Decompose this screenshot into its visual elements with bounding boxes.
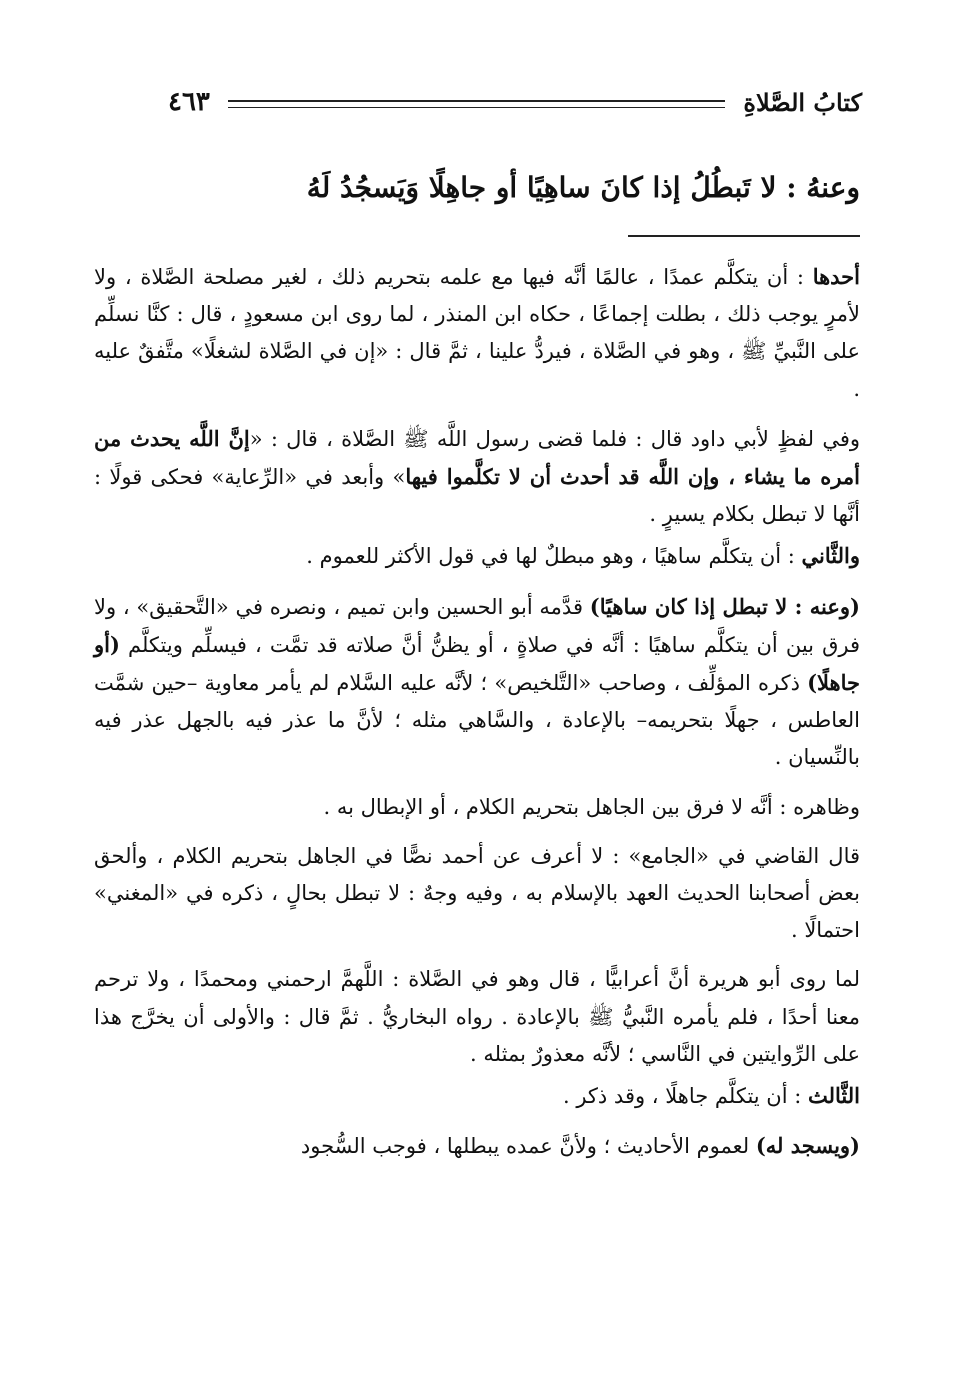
paragraph-text: لما روى أبو هريرة أنَّ أعرابيًّا ، قال وهو في الصَّلاة : اللَّهمَّ ارحمني ومحمدًا ، ولا ترحم معنا أحدًا ، فلم يأمره النَّبيُّ ﷺ بالإعادة . رواه البخاريُّ . ثمَّ قال : والأولى أن يخرَّج هذا على الرِّوايتين في النَّاسي ؛ لأنَّه معذورٌ بمثله .: [94, 967, 860, 1066]
paragraph-qadi: [94, 838, 860, 950]
paragraph-text: ذكره المؤلِّف ، وصاحب «التَّلخيص» ؛ لأنَّه عليه السَّلام لم يأمر معاوية –حين شمَّت العاطس ، جهلًا بتحريمه– بالإعادة ، والسَّاهي مثله ؛ لأنَّ ما عذر فيه بالجهل عذر فيه بالنِّسيان .: [94, 671, 860, 770]
paragraph-zahir: [94, 789, 860, 826]
matn-quote: (أو جاهلًا): [94, 631, 860, 696]
paragraph-third: [94, 1077, 860, 1115]
paragraph-text: : أن يتكلَّم عمدًا ، عالمًا أنَّه فيها مع علمه بتحريم ذلك ، لغير مصلحة الصَّلاة ، ولا لأمرٍ يوجب ذلك ، بطلت إجماعًا ، حكاه ابن المنذر ، لما روى ابن مسعودٍ ، قال : كنَّا نسلِّم على النَّبيِّ ﷺ ، وهو في الصَّلاة ، فيردُّ علينا ، ثمَّ قال : «إن في الصَّلاة لشغلًا» متَّفقٌ عليه .: [94, 265, 860, 401]
paragraph-text: » وأبعد في «الرِّعاية» فحكى قولًا : أنَّها لا تبطل بكلام يسيرٍ .: [94, 465, 860, 527]
paragraph-lead: الثَّالث: [808, 1083, 860, 1109]
paragraph-lead: (وعنه : لا تبطل إذا كان ساهيًا): [589, 593, 860, 619]
page-header: [168, 82, 862, 122]
paragraph-text: قدَّمه أبو الحسين وابن تميم ، ونصره في «التَّحقيق» ، ولا فرق بين أن يتكلَّم ساهيًا : أنَّه في صلاةٍ ، أو يظنُّ أنَّ صلاته قد تمَّت ، فيسلِّم ويتكلَّم: [94, 594, 860, 657]
paragraph-text: وفي لفظٍ لأبي داود قال : فلما قضى رسول اللَّه ﷺ الصَّلاة ، قال : «: [249, 426, 860, 451]
paragraph-text: : أن يتكلَّم ساهيًا ، وهو مبطلٌ لها في قول الأكثر للعموم .: [306, 544, 802, 569]
page-number: ٤٦٣: [168, 87, 210, 117]
paragraph-text: : أن يتكلَّم جاهلًا ، وقد ذكر .: [562, 1084, 808, 1109]
paragraph-text: لعموم الأحاديث ؛ ولأنَّ عمده يبطلها ، فوجب السُّجود: [300, 1134, 756, 1159]
header-rule: [228, 100, 725, 108]
paragraph-text: قال القاضي في «الجامع» : لا أعرف عن أحمد نصًّا في الجاهل بتحريم الكلام ، وألحق بعض أصحابنا الحديث العهد بالإسلام به ، وفيه وجهٌ : لا تبطل بحالٍ ، ذكره في «المغني» احتمالًا .: [94, 843, 860, 943]
paragraph-abu-dawud: [94, 420, 860, 534]
hadith-quote: إنَّ اللَّه يحدث من أمره ما يشاء ، وإن اللَّه قد أحدث أن لا تكلَّموا فيها: [94, 425, 860, 490]
paragraph-first: [94, 258, 860, 408]
book-title: كتابُ الصَّلاةِ: [743, 87, 862, 117]
matn-text: وعنهُ : لا تَبطُلُ إذا كانَ ساهِيًا أو جاهِلًا وَيَسجُدُ لَهُ: [306, 171, 860, 204]
commentary-body: [94, 258, 860, 1177]
paragraph-sujud: [94, 1127, 860, 1165]
paragraph-second: [94, 537, 860, 575]
paragraph-lead: أحدها: [812, 264, 860, 289]
paragraph-text: وظاهره : أنَّه لا فرق بين الجاهل بتحريم الكلام ، أو الإبطال به .: [323, 794, 860, 819]
paragraph-lead: (ويسجد له): [755, 1133, 860, 1159]
paragraph-riwaya: [94, 588, 860, 777]
paragraph-lead: والثَّاني: [801, 543, 860, 569]
matn-separator: [628, 235, 860, 237]
paragraph-abu-hurayra: [94, 961, 860, 1073]
